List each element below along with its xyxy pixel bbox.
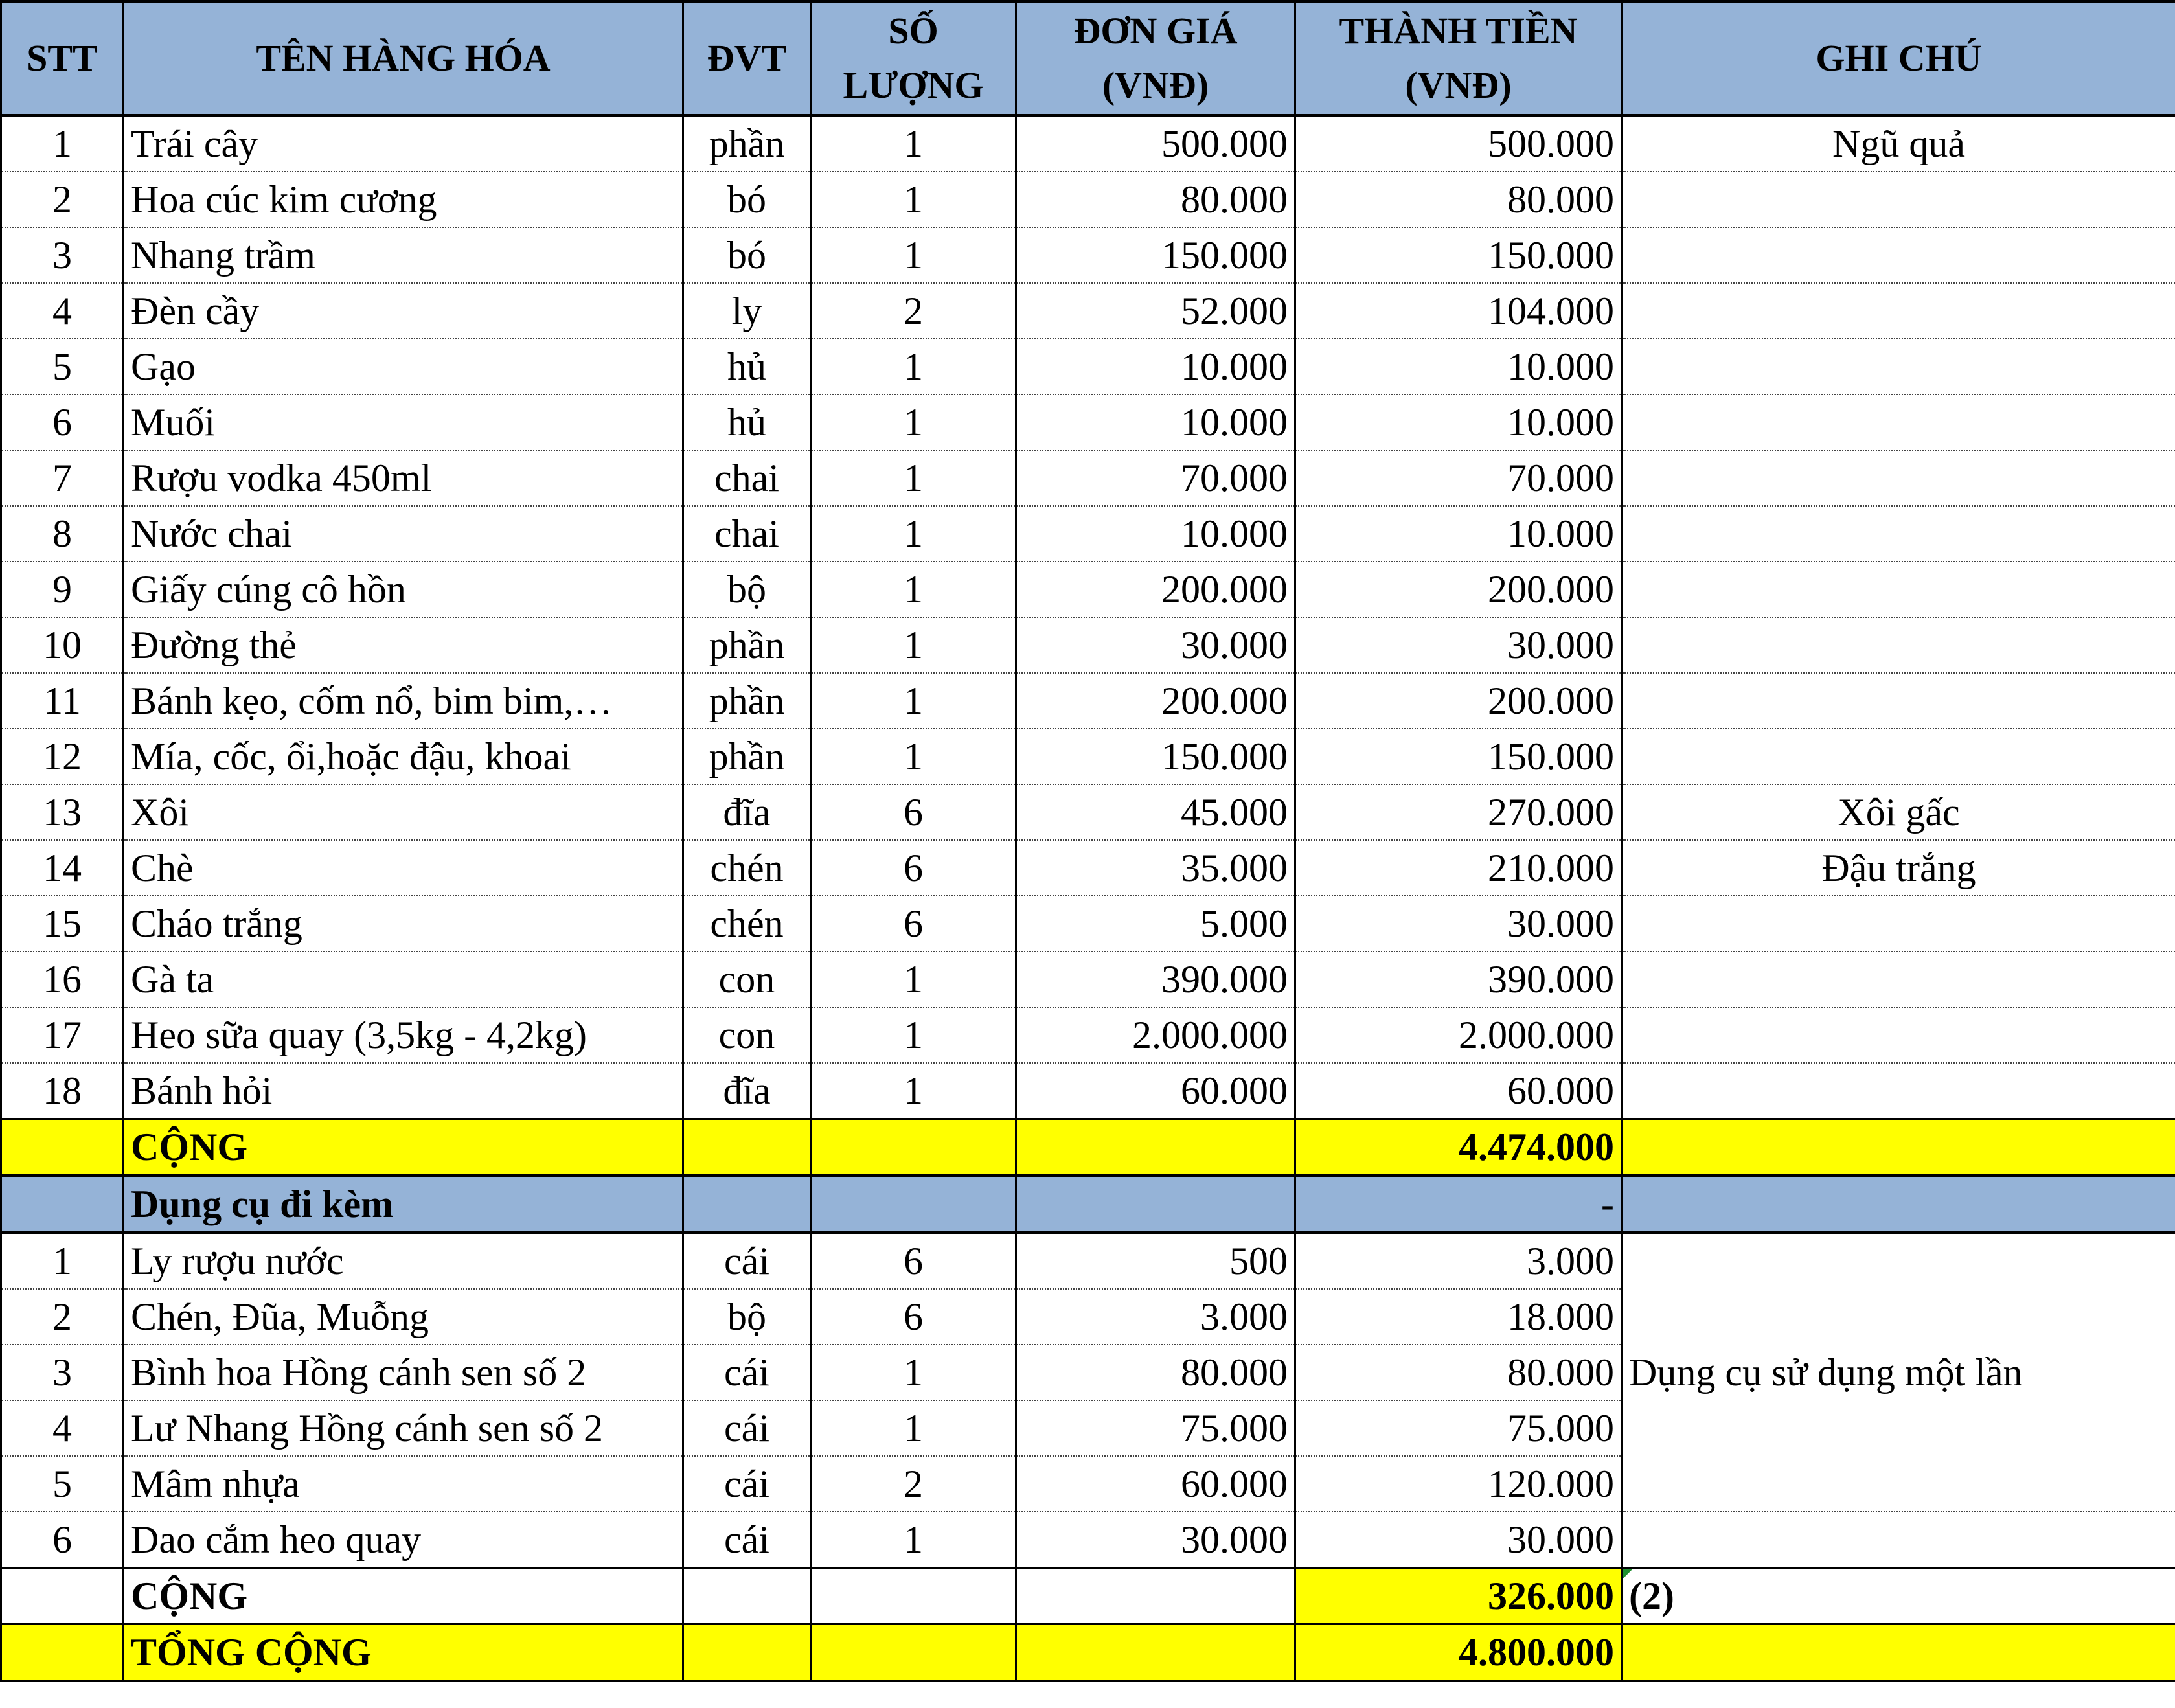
tools-note[interactable]: Dụng cụ sử dụng một lần [1622, 1233, 2175, 1512]
cell-stt[interactable]: 17 [1, 1007, 124, 1063]
header-quantity[interactable]: SỐ LƯỢNG [811, 1, 1016, 115]
cell-quantity[interactable]: 1 [811, 339, 1016, 394]
cell-quantity[interactable]: 1 [811, 729, 1016, 784]
cell-name[interactable]: Trái cây [124, 115, 683, 172]
cell-total[interactable]: 18.000 [1295, 1289, 1622, 1345]
table-row [1, 840, 2175, 896]
section-title[interactable]: Dụng cụ đi kèm [124, 1176, 683, 1233]
cell-unit-price[interactable]: 75.000 [1016, 1400, 1295, 1456]
grand-total-label[interactable]: TỔNG CỘNG [124, 1624, 683, 1681]
table-row [1, 227, 2175, 283]
cell-quantity[interactable]: 1 [811, 951, 1016, 1007]
cell-note[interactable] [1622, 450, 2175, 506]
cell-unit-price[interactable]: 500.000 [1016, 115, 1295, 172]
subtotal-value[interactable]: 326.000 [1295, 1568, 1622, 1624]
cell-stt[interactable] [1, 1119, 124, 1176]
comment-indicator-icon[interactable] [1623, 1569, 1633, 1579]
cell-note[interactable] [1622, 227, 2175, 283]
subtotal-value[interactable]: 4.474.000 [1295, 1119, 1622, 1176]
cell-unit[interactable]: bó [683, 172, 811, 227]
cell-total[interactable]: 390.000 [1295, 951, 1622, 1007]
cell-stt[interactable]: 5 [1, 339, 124, 394]
subtotal-label[interactable]: CỘNG [124, 1119, 683, 1176]
cell-total[interactable]: 10.000 [1295, 339, 1622, 394]
cell-unit-price[interactable]: 45.000 [1016, 784, 1295, 840]
cell-name[interactable]: Bình hoa Hồng cánh sen số 2 [124, 1345, 683, 1400]
cell-total[interactable]: 200.000 [1295, 562, 1622, 617]
cell-total[interactable]: 70.000 [1295, 450, 1622, 506]
cell-unit-price[interactable]: 390.000 [1016, 951, 1295, 1007]
cell-unit-price[interactable]: 5.000 [1016, 896, 1295, 951]
cell-unit[interactable]: cái [683, 1345, 811, 1400]
cell-note[interactable] [1622, 1512, 2175, 1568]
cell-quantity[interactable]: 1 [811, 617, 1016, 673]
header-total[interactable]: THÀNH TIỀN (VNĐ) [1295, 1, 1622, 115]
cell-unit-price[interactable]: 2.000.000 [1016, 1007, 1295, 1063]
cell-name[interactable]: Heo sữa quay (3,5kg - 4,2kg) [124, 1007, 683, 1063]
cell-unit[interactable]: bộ [683, 1289, 811, 1345]
cell-stt[interactable] [1, 1176, 124, 1233]
cell-note[interactable] [1622, 1176, 2175, 1233]
cell-note[interactable] [1622, 339, 2175, 394]
section-header-row [1, 1176, 2175, 1233]
cell-unit[interactable]: bộ [683, 562, 811, 617]
table-row [1, 506, 2175, 562]
cell-unit-price[interactable] [1016, 1176, 1295, 1233]
cell-quantity[interactable] [811, 1624, 1016, 1681]
cell-total[interactable]: 150.000 [1295, 729, 1622, 784]
cell-note[interactable] [1622, 562, 2175, 617]
cell-total[interactable]: 10.000 [1295, 506, 1622, 562]
cell-quantity[interactable] [811, 1119, 1016, 1176]
cell-note[interactable] [1622, 1007, 2175, 1063]
cell-total[interactable]: 10.000 [1295, 394, 1622, 450]
cell-unit-price[interactable]: 200.000 [1016, 562, 1295, 617]
cell-unit[interactable]: hủ [683, 339, 811, 394]
table-row [1, 617, 2175, 673]
cell-unit[interactable]: chén [683, 840, 811, 896]
cell-stt[interactable]: 9 [1, 562, 124, 617]
table-row [1, 115, 2175, 172]
cell-unit[interactable]: chén [683, 896, 811, 951]
subtotal-row [1, 1119, 2175, 1176]
cell-name[interactable]: Chè [124, 840, 683, 896]
cell-name[interactable]: Nước chai [124, 506, 683, 562]
cell-unit-price[interactable]: 70.000 [1016, 450, 1295, 506]
cell-note[interactable] [1622, 283, 2175, 339]
cell-total[interactable]: 60.000 [1295, 1063, 1622, 1119]
cell-unit-price[interactable] [1016, 1119, 1295, 1176]
cell-total[interactable]: 30.000 [1295, 896, 1622, 951]
cell-quantity[interactable]: 6 [811, 784, 1016, 840]
cell-name[interactable]: Muối [124, 394, 683, 450]
cell-unit[interactable]: chai [683, 506, 811, 562]
cell-unit-price[interactable]: 10.000 [1016, 506, 1295, 562]
cell-unit-price[interactable]: 30.000 [1016, 617, 1295, 673]
cell-name[interactable]: Cháo trắng [124, 896, 683, 951]
cell-unit[interactable] [683, 1624, 811, 1681]
cell-quantity[interactable]: 6 [811, 1233, 1016, 1289]
cell-unit[interactable]: hủ [683, 394, 811, 450]
cell-note[interactable] [1622, 506, 2175, 562]
section-total[interactable]: - [1295, 1176, 1622, 1233]
cell-stt[interactable]: 13 [1, 784, 124, 840]
cell-name[interactable]: Bánh hỏi [124, 1063, 683, 1119]
cell-quantity[interactable]: 6 [811, 896, 1016, 951]
table-row [1, 1233, 2175, 1289]
cell-total[interactable]: 120.000 [1295, 1456, 1622, 1512]
cell-note[interactable] [1622, 1624, 2175, 1681]
cell-name[interactable]: Gạo [124, 339, 683, 394]
cell-unit[interactable] [683, 1568, 811, 1624]
cell-note[interactable] [1622, 1063, 2175, 1119]
cell-stt[interactable]: 15 [1, 896, 124, 951]
cell-unit-price[interactable]: 500 [1016, 1233, 1295, 1289]
cell-unit[interactable]: ly [683, 283, 811, 339]
table-row [1, 673, 2175, 729]
cell-name[interactable]: Đèn cầy [124, 283, 683, 339]
cell-stt[interactable]: 6 [1, 1512, 124, 1568]
cell-quantity[interactable]: 1 [811, 1007, 1016, 1063]
cell-name[interactable]: Đường thẻ [124, 617, 683, 673]
cell-total[interactable]: 75.000 [1295, 1400, 1622, 1456]
cell-unit-price[interactable]: 80.000 [1016, 172, 1295, 227]
cell-quantity[interactable]: 1 [811, 227, 1016, 283]
cell-total[interactable]: 2.000.000 [1295, 1007, 1622, 1063]
cell-stt[interactable]: 11 [1, 673, 124, 729]
cell-name[interactable]: Xôi [124, 784, 683, 840]
header-row [1, 1, 2175, 115]
subtotal-note[interactable] [1622, 1568, 2175, 1624]
cell-note[interactable] [1622, 172, 2175, 227]
header-unit-price[interactable]: ĐƠN GIÁ (VNĐ) [1016, 1, 1295, 115]
cell-total[interactable]: 30.000 [1295, 1512, 1622, 1568]
cell-unit-price[interactable]: 30.000 [1016, 1512, 1295, 1568]
cell-stt[interactable]: 7 [1, 450, 124, 506]
cell-name[interactable]: Bánh kẹo, cốm nổ, bim bim,… [124, 673, 683, 729]
cell-total[interactable]: 270.000 [1295, 784, 1622, 840]
cell-note[interactable]: Ngũ quả [1622, 115, 2175, 172]
cell-unit-price[interactable]: 3.000 [1016, 1289, 1295, 1345]
cell-unit-price[interactable]: 52.000 [1016, 283, 1295, 339]
cell-unit[interactable]: đĩa [683, 1063, 811, 1119]
cell-name[interactable]: Chén, Đũa, Muỗng [124, 1289, 683, 1345]
cell-unit[interactable]: cái [683, 1456, 811, 1512]
cell-stt[interactable]: 16 [1, 951, 124, 1007]
cell-unit[interactable]: phần [683, 673, 811, 729]
cell-unit[interactable]: phần [683, 617, 811, 673]
cell-stt[interactable] [1, 1568, 124, 1624]
cell-name[interactable]: Rượu vodka 450ml [124, 450, 683, 506]
cell-total[interactable]: 150.000 [1295, 227, 1622, 283]
cell-note[interactable] [1622, 896, 2175, 951]
cell-quantity[interactable]: 1 [811, 450, 1016, 506]
subtotal-label[interactable]: CỘNG [124, 1568, 683, 1624]
cell-quantity[interactable]: 1 [811, 506, 1016, 562]
cell-stt[interactable]: 14 [1, 840, 124, 896]
cell-stt[interactable]: 2 [1, 1289, 124, 1345]
table-row [1, 283, 2175, 339]
cell-stt[interactable]: 4 [1, 1400, 124, 1456]
subtotal-note-text: (2) [1629, 1575, 1674, 1617]
cell-quantity[interactable]: 1 [811, 1400, 1016, 1456]
cell-name[interactable]: Giấy cúng cô hồn [124, 562, 683, 617]
cell-total[interactable]: 30.000 [1295, 617, 1622, 673]
cell-quantity[interactable] [811, 1176, 1016, 1233]
cell-unit[interactable]: phần [683, 115, 811, 172]
cell-unit[interactable]: phần [683, 729, 811, 784]
cell-stt[interactable] [1, 1624, 124, 1681]
cell-quantity[interactable]: 1 [811, 394, 1016, 450]
cell-note[interactable]: Xôi gấc [1622, 784, 2175, 840]
cell-total[interactable]: 500.000 [1295, 115, 1622, 172]
cell-unit[interactable] [683, 1176, 811, 1233]
cell-unit-price[interactable]: 35.000 [1016, 840, 1295, 896]
cell-note[interactable] [1622, 394, 2175, 450]
cell-stt[interactable]: 2 [1, 172, 124, 227]
subtotal-row [1, 1568, 2175, 1624]
grand-total-row [1, 1624, 2175, 1681]
cell-total[interactable]: 210.000 [1295, 840, 1622, 896]
cell-stt[interactable]: 4 [1, 283, 124, 339]
cell-stt[interactable]: 3 [1, 1345, 124, 1400]
cell-quantity[interactable] [811, 1568, 1016, 1624]
cell-quantity[interactable]: 6 [811, 1289, 1016, 1345]
cell-name[interactable]: Lư Nhang Hồng cánh sen số 2 [124, 1400, 683, 1456]
table-row [1, 951, 2175, 1007]
cell-unit[interactable]: cái [683, 1400, 811, 1456]
header-unit[interactable]: ĐVT [683, 1, 811, 115]
table-row [1, 784, 2175, 840]
cell-total[interactable]: 80.000 [1295, 1345, 1622, 1400]
cell-stt[interactable]: 5 [1, 1456, 124, 1512]
cell-stt[interactable]: 1 [1, 115, 124, 172]
cell-unit[interactable]: đĩa [683, 784, 811, 840]
cell-name[interactable]: Gà ta [124, 951, 683, 1007]
table-row [1, 1007, 2175, 1063]
header-name[interactable]: TÊN HÀNG HÓA [124, 1, 683, 115]
cell-unit[interactable]: con [683, 951, 811, 1007]
cell-quantity[interactable]: 1 [811, 562, 1016, 617]
cell-quantity[interactable]: 1 [811, 115, 1016, 172]
cell-unit[interactable]: chai [683, 450, 811, 506]
header-note[interactable]: GHI CHÚ [1622, 1, 2175, 115]
cell-name[interactable]: Mâm nhựa [124, 1456, 683, 1512]
cell-total[interactable]: 3.000 [1295, 1233, 1622, 1289]
cell-note[interactable] [1622, 617, 2175, 673]
cell-unit[interactable] [683, 1119, 811, 1176]
table-row [1, 172, 2175, 227]
cell-unit[interactable]: bó [683, 227, 811, 283]
cell-unit-price[interactable]: 200.000 [1016, 673, 1295, 729]
cell-unit[interactable]: cái [683, 1233, 811, 1289]
cell-total[interactable]: 200.000 [1295, 673, 1622, 729]
table-row [1, 562, 2175, 617]
cell-stt[interactable]: 12 [1, 729, 124, 784]
cell-stt[interactable]: 8 [1, 506, 124, 562]
cell-unit-price[interactable]: 10.000 [1016, 339, 1295, 394]
cell-stt[interactable]: 1 [1, 1233, 124, 1289]
cell-unit-price[interactable]: 60.000 [1016, 1456, 1295, 1512]
cell-unit[interactable]: cái [683, 1512, 811, 1568]
table-row [1, 450, 2175, 506]
table-row [1, 339, 2175, 394]
cell-name[interactable]: Ly rượu nước [124, 1233, 683, 1289]
cell-name[interactable]: Hoa cúc kim cương [124, 172, 683, 227]
cell-unit-price[interactable]: 80.000 [1016, 1345, 1295, 1400]
cell-stt[interactable]: 10 [1, 617, 124, 673]
cell-unit-price[interactable]: 150.000 [1016, 729, 1295, 784]
cell-quantity[interactable]: 1 [811, 673, 1016, 729]
cell-quantity[interactable]: 2 [811, 283, 1016, 339]
table-row [1, 1512, 2175, 1568]
cell-name[interactable]: Dao cắm heo quay [124, 1512, 683, 1568]
cell-total[interactable]: 104.000 [1295, 283, 1622, 339]
cell-quantity[interactable]: 2 [811, 1456, 1016, 1512]
cell-quantity[interactable]: 1 [811, 1512, 1016, 1568]
cell-quantity[interactable]: 1 [811, 1063, 1016, 1119]
table-row [1, 394, 2175, 450]
table-row [1, 1063, 2175, 1119]
header-stt[interactable]: STT [1, 1, 124, 115]
cell-stt[interactable]: 6 [1, 394, 124, 450]
cell-name[interactable]: Mía, cốc, ổi,hoặc đậu, khoai [124, 729, 683, 784]
cell-unit-price[interactable]: 60.000 [1016, 1063, 1295, 1119]
grand-total-value[interactable]: 4.800.000 [1295, 1624, 1622, 1681]
cell-note[interactable] [1622, 729, 2175, 784]
cell-quantity[interactable]: 1 [811, 1345, 1016, 1400]
cell-stt[interactable]: 18 [1, 1063, 124, 1119]
cell-unit[interactable]: con [683, 1007, 811, 1063]
cell-note[interactable] [1622, 1119, 2175, 1176]
cell-note[interactable] [1622, 673, 2175, 729]
cell-note[interactable]: Đậu trắng [1622, 840, 2175, 896]
cell-note[interactable] [1622, 951, 2175, 1007]
cell-unit-price[interactable] [1016, 1568, 1295, 1624]
cell-total[interactable]: 80.000 [1295, 172, 1622, 227]
cell-name[interactable]: Nhang trầm [124, 227, 683, 283]
table-row [1, 896, 2175, 951]
table-row [1, 729, 2175, 784]
cell-quantity[interactable]: 1 [811, 172, 1016, 227]
cell-unit-price[interactable]: 150.000 [1016, 227, 1295, 283]
cell-unit-price[interactable]: 10.000 [1016, 394, 1295, 450]
cell-unit-price[interactable] [1016, 1624, 1295, 1681]
cell-quantity[interactable]: 6 [811, 840, 1016, 896]
cell-stt[interactable]: 3 [1, 227, 124, 283]
